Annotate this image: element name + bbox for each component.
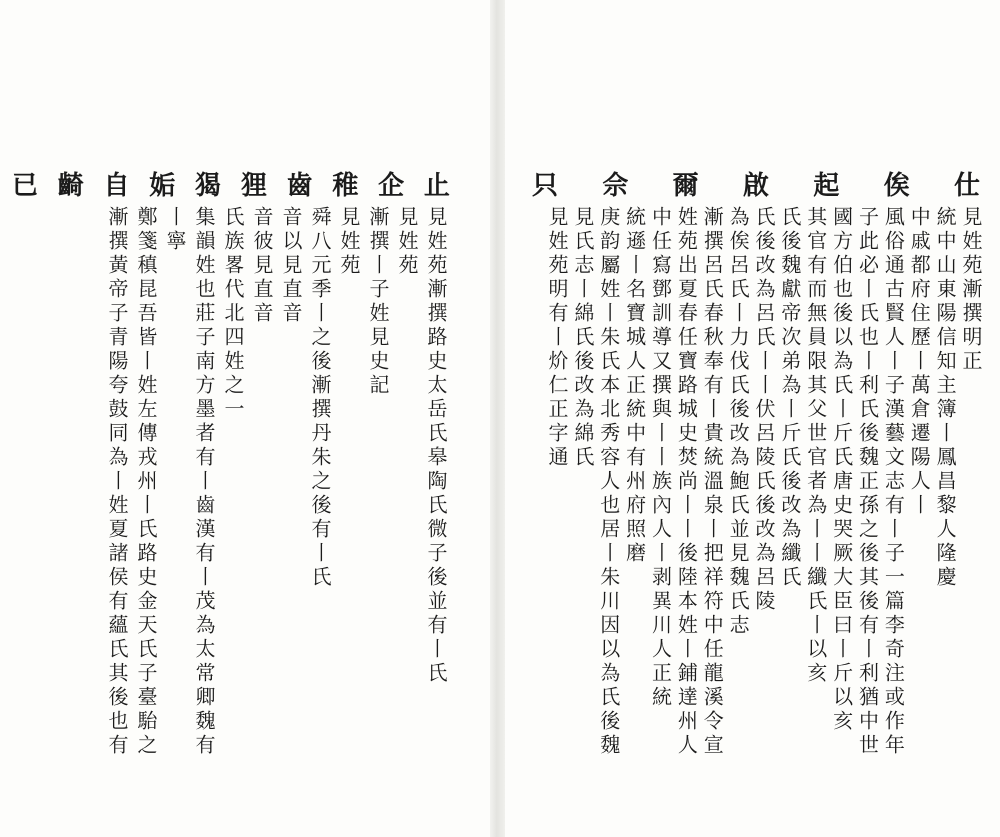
headword: 狸 [240,171,267,201]
text-column: 漸撰黃帝子青陽夸鼓同為丨姓夏諸侯有蘊氏其後也有 [105,206,129,758]
text-column: 音彼見直音 [250,206,274,326]
text-column: 見姓苑漸撰路史太岳氏皋陶氏微子後並有丨氏 [424,206,448,686]
left-page-text-columns [12,206,450,826]
text-column: 統中山東陽信知主簿丨鳳昌黎人隆慶 [933,206,958,590]
text-column: 中戚都府住歷丨萬倉遷陽人丨 [907,206,932,518]
headword: 止 [423,171,450,201]
text-column: 見姓苑 [337,206,361,278]
headword: 企 [378,171,405,201]
text-column: 統遜丨名寶城人正統中有州府照磨 [622,206,647,566]
headword: 稚 [332,171,359,201]
headword: 佘 [602,171,629,201]
text-column: 丨寧 [163,206,187,254]
headword: 爾 [672,171,699,201]
text-column: 漸撰丨子姓見史記 [366,206,390,398]
headword: 俟 [883,171,910,201]
headword: 齒 [286,171,313,201]
headword: 起 [813,171,840,201]
text-column: 其官有而無員限其父世官者為丨丨纖氏丨以亥 [803,206,828,686]
right-page-text-columns [545,206,985,826]
text-column: 見姓苑漸撰明正 [959,206,983,374]
text-column: 中任寫鄧訓導又撰與丨丨族內人丨剥異川人正統 [648,206,673,710]
text-column: 音以見直音 [279,206,303,326]
text-column: 國方伯也後以為氏丨斤氏唐史哭厥大臣曰丨斤以亥 [829,206,854,734]
text-column: 漸撰呂氏春秋奉有丨貴統溫泉丨把祥符中任龍溪令宣 [700,206,725,758]
headword: 姤 [149,171,176,201]
text-column: 集韻姓也莊子南方墨者有丨齒漢有丨茂為太常卿魏有 [192,206,216,758]
book-gutter [490,0,505,837]
headword: 齮 [57,171,84,201]
left-page-headwords [12,166,450,206]
text-column: 鄭箋稹昆吾皆丨姓左傳戎州丨氏路史金天氏子臺駘之 [134,206,158,758]
text-column: 舜八元季丨之後漸撰丹朱之後有丨氏 [308,206,332,590]
headword: 已 [12,171,39,201]
text-column: 姓苑出夏春任寶路城史焚尚丨丨後陸本姓丨鋪達州人 [674,206,699,758]
text-column: 見姓苑 [395,206,419,278]
text-column: 子此必丨氏也丨利氏後魏正孫之後其後有丨利猶中世 [855,206,880,758]
left-page [0,0,490,837]
text-column: 風俗通古賢人丨子漢藝文志有丨子一篇李奇注或作年 [881,206,906,758]
text-column: 庚韵屬姓丨朱氏本北秀容人也居丨朱川因以為氏後魏 [596,206,621,758]
right-page [505,0,1000,837]
text-column: 氏族畧代北四姓之一 [221,206,245,422]
text-column: 氏後魏獻帝次弟為丨斤氏後改為纖氏 [778,206,802,590]
right-page-headwords [532,166,980,206]
text-column: 為俟呂氏丨力伐氏後改為鮑氏並見魏氏志 [726,206,751,638]
headword: 只 [532,171,559,201]
headword: 猲 [195,171,222,201]
headword: 仕 [953,171,980,201]
headword: 自 [103,171,130,201]
headword: 啟 [742,171,769,201]
text-column: 見氏志丨綿氏後改為綿氏 [571,206,595,470]
text-column: 見姓苑明有丨炌仁正字通 [545,206,569,470]
text-column: 氏後改為呂氏丨丨伏呂陵氏後改為呂陵 [752,206,776,614]
